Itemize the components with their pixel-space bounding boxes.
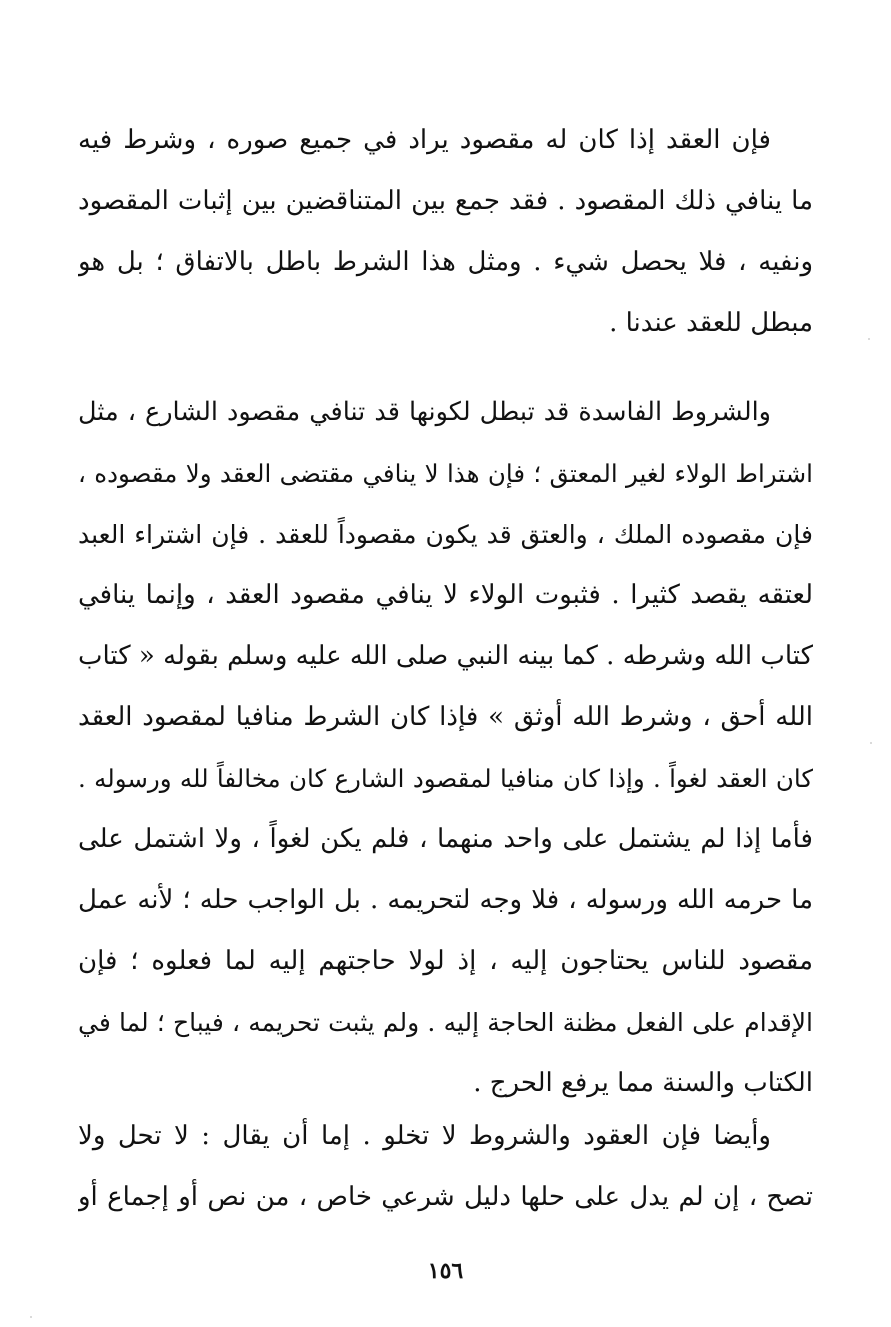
- text-line: وأيضا فإن العقود والشروط لا تخلو . إما أن يقال : لا تحل ولا: [78, 1121, 771, 1151]
- text-line: الإقدام على الفعل مظنة الحاجة إليه . ولم يثبت تحريمه ، فيباح ؛ لما في: [78, 1008, 813, 1037]
- text-line: مبطل للعقد عندنا .: [609, 308, 813, 338]
- text-line: كان العقد لغواً . وإذا كان منافيا لمقصود الشارع كان مخالفاً لله ورسوله .: [78, 764, 813, 793]
- text-line: مقصود للناس يحتاجون إليه ، إذ لولا حاجتهم إليه لما فعلوه ؛ فإن: [78, 946, 813, 976]
- page-number: ١٥٦: [427, 1258, 464, 1284]
- text-line: ما ينافي ذلك المقصود . فقد جمع بين المتناقضين بين إثبات المقصود: [78, 186, 813, 216]
- scan-speck: [30, 1316, 32, 1318]
- scan-speck: [868, 338, 870, 340]
- text-line: ونفيه ، فلا يحصل شيء . ومثل هذا الشرط باطل بالاتفاق ؛ بل هو: [78, 247, 813, 277]
- text-line: فإن مقصوده الملك ، والعتق قد يكون مقصوداً للعقد . فإن اشتراء العبد: [78, 520, 813, 549]
- text-line: ما حرمه الله ورسوله ، فلا وجه لتحريمه . بل الواجب حله ؛ لأنه عمل: [78, 885, 813, 915]
- text-line: تصح ، إن لم يدل على حلها دليل شرعي خاص ، من نص أو إجماع أو: [78, 1182, 813, 1212]
- text-line: لعتقه يقصد كثيرا . فثبوت الولاء لا ينافي مقصود العقد ، وإنما ينافي: [78, 580, 813, 610]
- text-line: اشتراط الولاء لغير المعتق ؛ فإن هذا لا ينافي مقتضى العقد ولا مقصوده ،: [78, 459, 813, 488]
- text-line: الله أحق ، وشرط الله أوثق » فإذا كان الشرط منافيا لمقصود العقد: [78, 702, 813, 732]
- text-line: فإن العقد إذا كان له مقصود يراد في جميع صوره ، وشرط فيه: [78, 125, 771, 155]
- paragraph-3: [78, 1106, 813, 1228]
- text-line: والشروط الفاسدة قد تبطل لكونها قد تنافي مقصود الشارع ، مثل: [78, 397, 771, 427]
- text-line: فأما إذا لم يشتمل على واحد منهما ، فلم يكن لغواً ، ولا اشتمل على: [78, 824, 813, 854]
- paragraph-1: [78, 110, 813, 354]
- scan-speck: [870, 742, 872, 744]
- text-line: كتاب الله وشرطه . كما بينه النبي صلى الله عليه وسلم بقوله « كتاب: [78, 641, 813, 671]
- text-line: الكتاب والسنة مما يرفع الحرج .: [473, 1068, 813, 1098]
- paragraph-2: [78, 382, 813, 1114]
